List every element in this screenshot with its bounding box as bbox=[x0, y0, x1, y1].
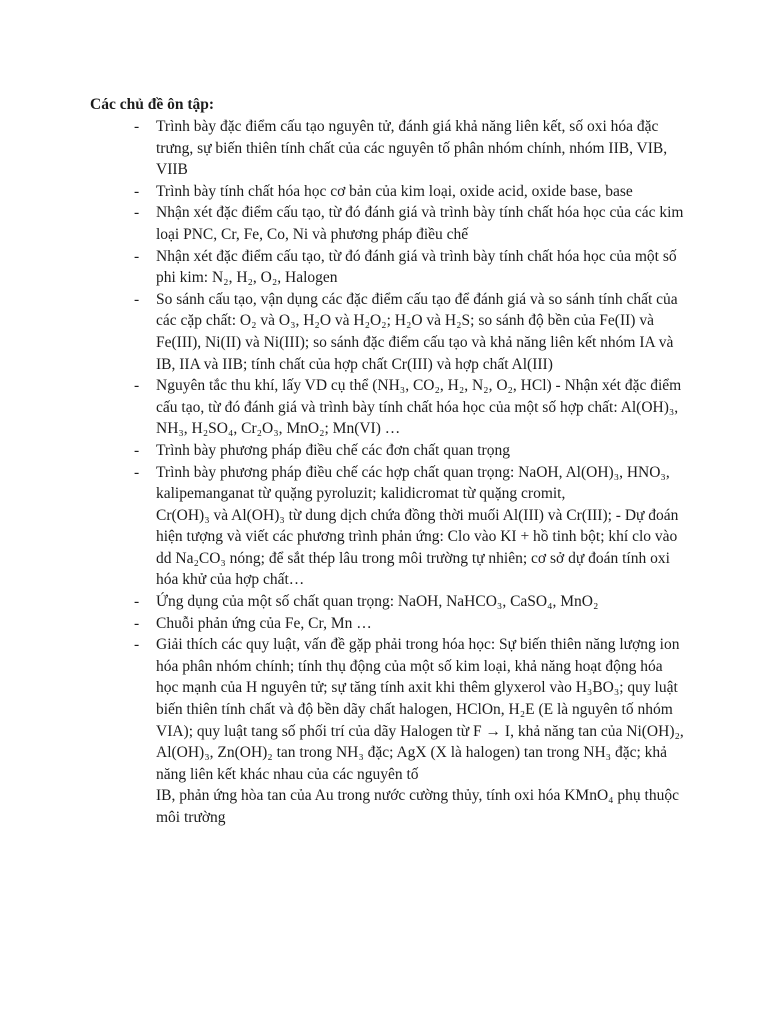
bullet-dash: - bbox=[134, 204, 140, 222]
list-item bbox=[134, 591, 686, 613]
list-item-text: Nguyên tắc thu khí, lấy VD cụ thể (NH₃, CO₂, H₂, N₂, O₂, HCl) - Nhận xét đặc điểm cấu tạo, từ đó đánh giá và trình bày tính chất hóa học của một số hợp chất: Al(OH)₃, NH₃, H₂SO₄, Cr₂O₃, MnO₂; Mn(VI) … bbox=[156, 377, 682, 438]
list-item-text: Nhận xét đặc điểm cấu tạo, từ đó đánh giá và trình bày tính chất hóa học của các kim loại PNC, Cr, Fe, Co, Ni và phương pháp điều chế bbox=[156, 204, 684, 243]
list-item bbox=[134, 181, 686, 203]
list-item bbox=[134, 613, 686, 635]
list-item-text: So sánh cấu tạo, vận dụng các đặc điểm cấu tạo để đánh giá và so sánh tính chất của các cặp chất: O₂ và O₃, H₂O và H₂O₂; H₂O và H₂S; so sánh độ bền của Fe(II) và Fe(III), Ni(II) và Ni(III); so sánh đặc điểm cấu tạo và khả năng liên kết nhóm IA và IB, IIA và IIB; tính chất của hợp chất Cr(III) và hợp chất Al(III) bbox=[156, 290, 678, 373]
list-item-text: Giải thích các quy luật, vấn đề gặp phải trong hóa học: Sự biến thiên năng lượng ion hóa phân nhóm chính; tính thụ động của một số kim loại, khả năng hoạt động hóa học mạnh của H nguyên tử; sự tăng tính axit khi thêm glyxerol vào H₃BO₃; quy luật biến thiên tính chất và độ bền dãy chất halogen, HClOn, H₂E (E là nguyên tố nhóm VIA); quy luật tang số phối trí của dãy Halogen từ F → I, khả năng tan của Ni(OH)₂, Al(OH)₃, Zn(OH)₂ tan trong NH₃ đặc; AgX (X là halogen) tan trong NH₃ đặc; khả năng liên kết khác nhau của các nguyên tố bbox=[156, 636, 684, 783]
list-item bbox=[134, 289, 686, 375]
section-heading: Các chủ đề ôn tập: bbox=[90, 96, 215, 113]
list-item bbox=[134, 116, 686, 181]
bullet-dash: - bbox=[134, 290, 140, 308]
list-item bbox=[134, 634, 686, 828]
list-item-text: Trình bày phương pháp điều chế các hợp chất quan trọng: NaOH, Al(OH)₃, HNO₃, kalipemanganat từ quặng pyroluzit; kalidicromat từ quặng cromit, bbox=[156, 463, 670, 503]
list-item-text: Chuỗi phản ứng của Fe, Cr, Mn … bbox=[156, 614, 372, 632]
list-item bbox=[134, 375, 686, 440]
list-item bbox=[134, 462, 686, 592]
bullet-dash: - bbox=[134, 593, 140, 611]
list-item bbox=[134, 246, 686, 289]
list-item bbox=[134, 202, 686, 245]
bullet-dash: - bbox=[134, 182, 140, 200]
bullet-dash: - bbox=[134, 441, 140, 459]
list-item-text: Nhận xét đặc điểm cấu tạo, từ đó đánh giá và trình bày tính chất hóa học của một số phi kim: N₂, H₂, O₂, Halogen bbox=[156, 247, 677, 287]
list-item-text: Trình bày tính chất hóa học cơ bản của kim loại, oxide acid, oxide base, base bbox=[156, 182, 633, 200]
list-item-continuation: IB, phản ứng hòa tan của Au trong nước cường thủy, tính oxi hóa KMnO₄ phụ thuộc môi trường bbox=[156, 787, 679, 826]
bullet-dash: - bbox=[134, 636, 140, 654]
bullet-dash: - bbox=[134, 614, 140, 632]
bullet-dash: - bbox=[134, 463, 140, 481]
list-item-continuation: Cr(OH)₃ và Al(OH)₃ từ dung dịch chứa đồng thời muối Al(III) và Cr(III); - Dự đoán hiện tượng và viết các phương trình phản ứng: Clo vào KI + hồ tinh bột; khí clo vào dd Na₂CO₃ nóng; để sắt thép lâu trong môi trường tự nhiên; cơ sở dự đoán tính oxi hóa khử của hợp chất… bbox=[156, 506, 679, 589]
bullet-dash: - bbox=[134, 118, 140, 135]
list-item bbox=[134, 440, 686, 462]
list-item-text: Ứng dụng của một số chất quan trọng: NaOH, NaHCO₃, CaSO₄, MnO₂ bbox=[156, 593, 599, 611]
bullet-dash: - bbox=[134, 247, 140, 265]
topic-list bbox=[134, 116, 686, 829]
bullet-dash: - bbox=[134, 377, 140, 395]
list-item-text: Trình bày phương pháp điều chế các đơn chất quan trọng bbox=[156, 441, 510, 459]
list-item-text: Trình bày đặc điểm cấu tạo nguyên tử, đánh giá khả năng liên kết, số oxi hóa đặc trưng, sự biến thiên tính chất của các nguyên tố phân nhóm chính, nhóm IIB, VIB, VIIB bbox=[156, 118, 668, 179]
